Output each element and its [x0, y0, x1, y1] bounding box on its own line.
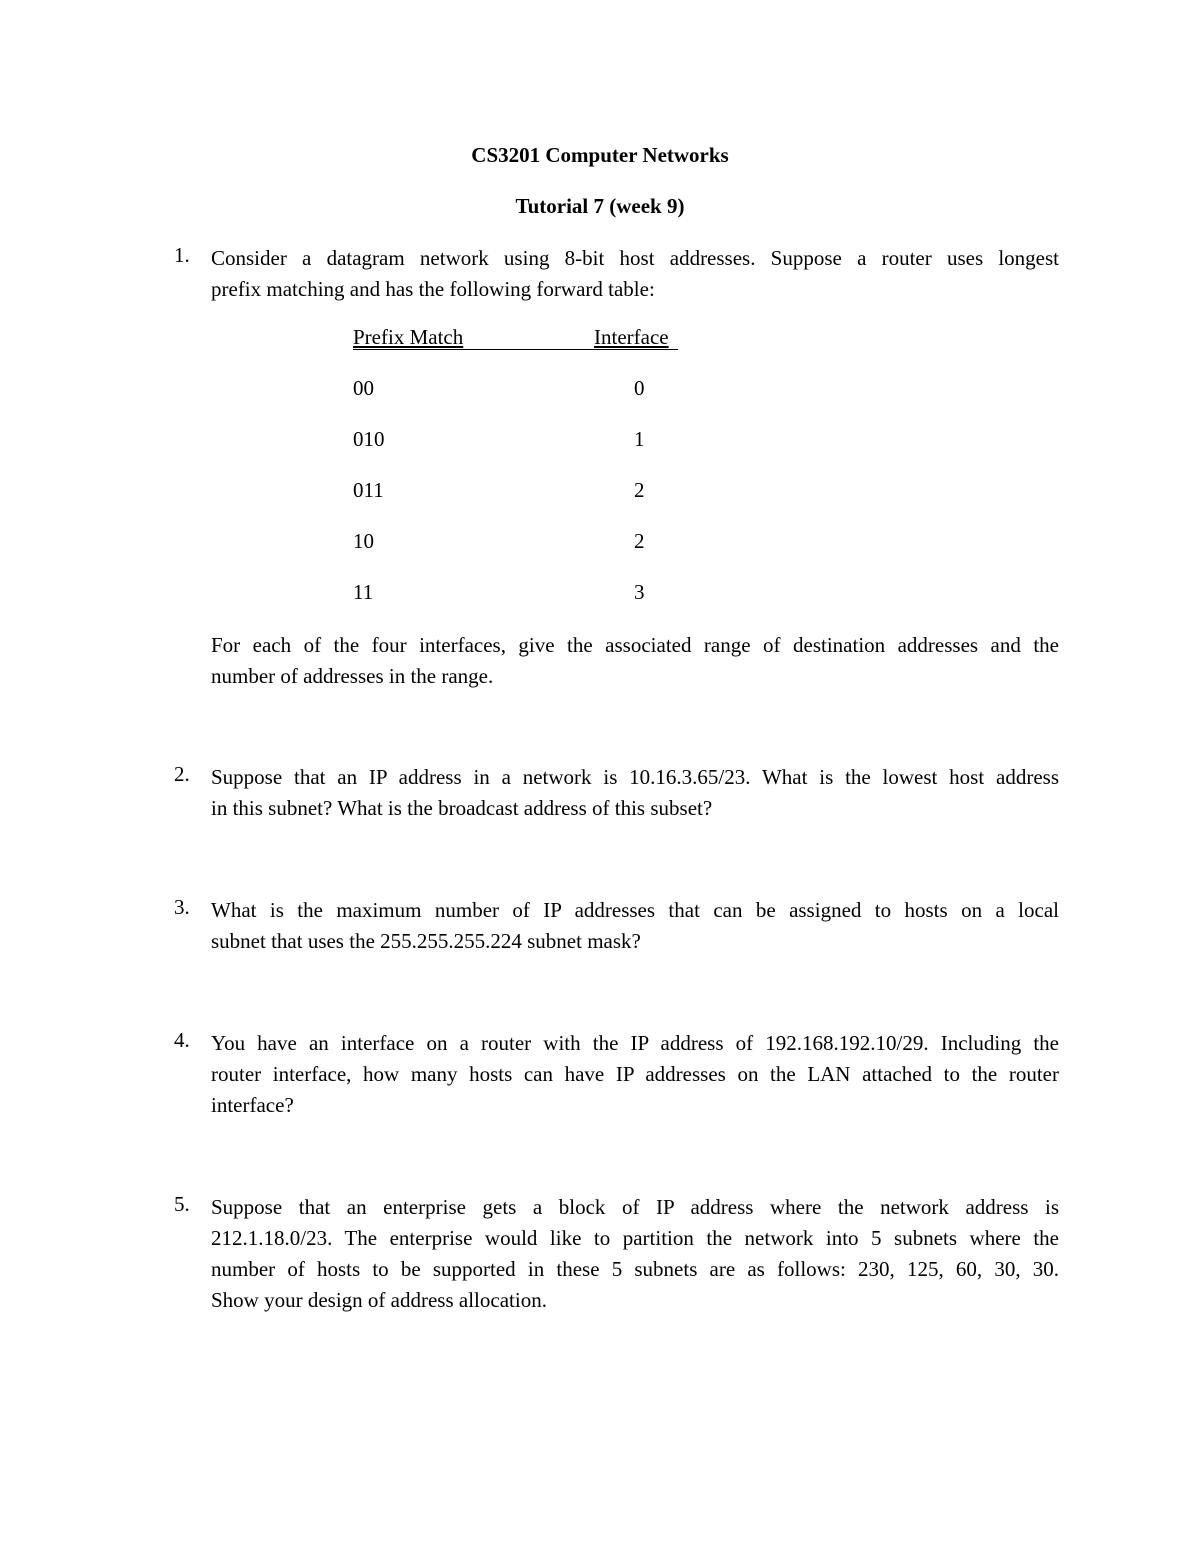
table-cell-interface: 1 — [634, 427, 645, 451]
table-header-interface: Interface — [594, 325, 669, 349]
document-title: CS3201 Computer Networks — [471, 143, 729, 167]
question-line: interface? — [211, 1093, 294, 1117]
question-line: number of hosts to be supported in these 5 subnets are as follows: 230, 125, 60, 30, 30. — [211, 1257, 1059, 1281]
table-cell-interface: 0 — [634, 376, 645, 400]
table-cell-interface: 2 — [634, 478, 645, 502]
question-number: 4. — [174, 1028, 190, 1052]
question-1-followup — [211, 630, 1059, 692]
table-header-rule — [353, 349, 678, 350]
question-2-text — [211, 762, 1059, 824]
question-5-text — [211, 1192, 1059, 1316]
question-line: Suppose that an IP address in a network is 10.16.3.65/23. What is the lowest host address — [211, 765, 1059, 789]
question-line: router interface, how many hosts can have IP addresses on the LAN attached to the router — [211, 1062, 1059, 1086]
table-header-prefix-match: Prefix Match — [353, 325, 464, 349]
question-line: prefix matching and has the following forward table: — [211, 277, 655, 301]
question-number: 3. — [174, 895, 190, 919]
table-cell-prefix: 10 — [353, 529, 374, 553]
table-cell-prefix: 010 — [353, 427, 385, 451]
question-1-text — [211, 243, 1059, 305]
question-line: Consider a datagram network using 8-bit host addresses. Suppose a router uses longest — [211, 246, 1059, 270]
question-number: 1. — [174, 243, 190, 267]
table-cell-prefix: 11 — [353, 580, 374, 604]
question-line: Show your design of address allocation. — [211, 1288, 547, 1312]
question-number: 2. — [174, 762, 190, 786]
table-cell-prefix: 00 — [353, 376, 374, 400]
table-cell-interface: 3 — [634, 580, 645, 604]
table-cell-interface: 2 — [634, 529, 645, 553]
question-line: in this subnet? What is the broadcast address of this subset? — [211, 796, 713, 820]
question-line: You have an interface on a router with the IP address of 192.168.192.10/29. Including the — [211, 1031, 1059, 1055]
question-line: 212.1.18.0/23. The enterprise would like to partition the network into 5 subnets where the — [211, 1226, 1059, 1250]
question-line: For each of the four interfaces, give the associated range of destination addresses and the — [211, 633, 1059, 657]
question-number: 5. — [174, 1192, 190, 1216]
question-line: Suppose that an enterprise gets a block of IP address where the network address is — [211, 1195, 1059, 1219]
question-line: number of addresses in the range. — [211, 664, 494, 688]
question-3-text — [211, 895, 1059, 957]
question-line: subnet that uses the 255.255.255.224 subnet mask? — [211, 929, 641, 953]
question-line: What is the maximum number of IP addresses that can be assigned to hosts on a local — [211, 898, 1059, 922]
document-subtitle: Tutorial 7 (week 9) — [515, 194, 685, 218]
table-cell-prefix: 011 — [353, 478, 384, 502]
question-4-text — [211, 1028, 1059, 1121]
